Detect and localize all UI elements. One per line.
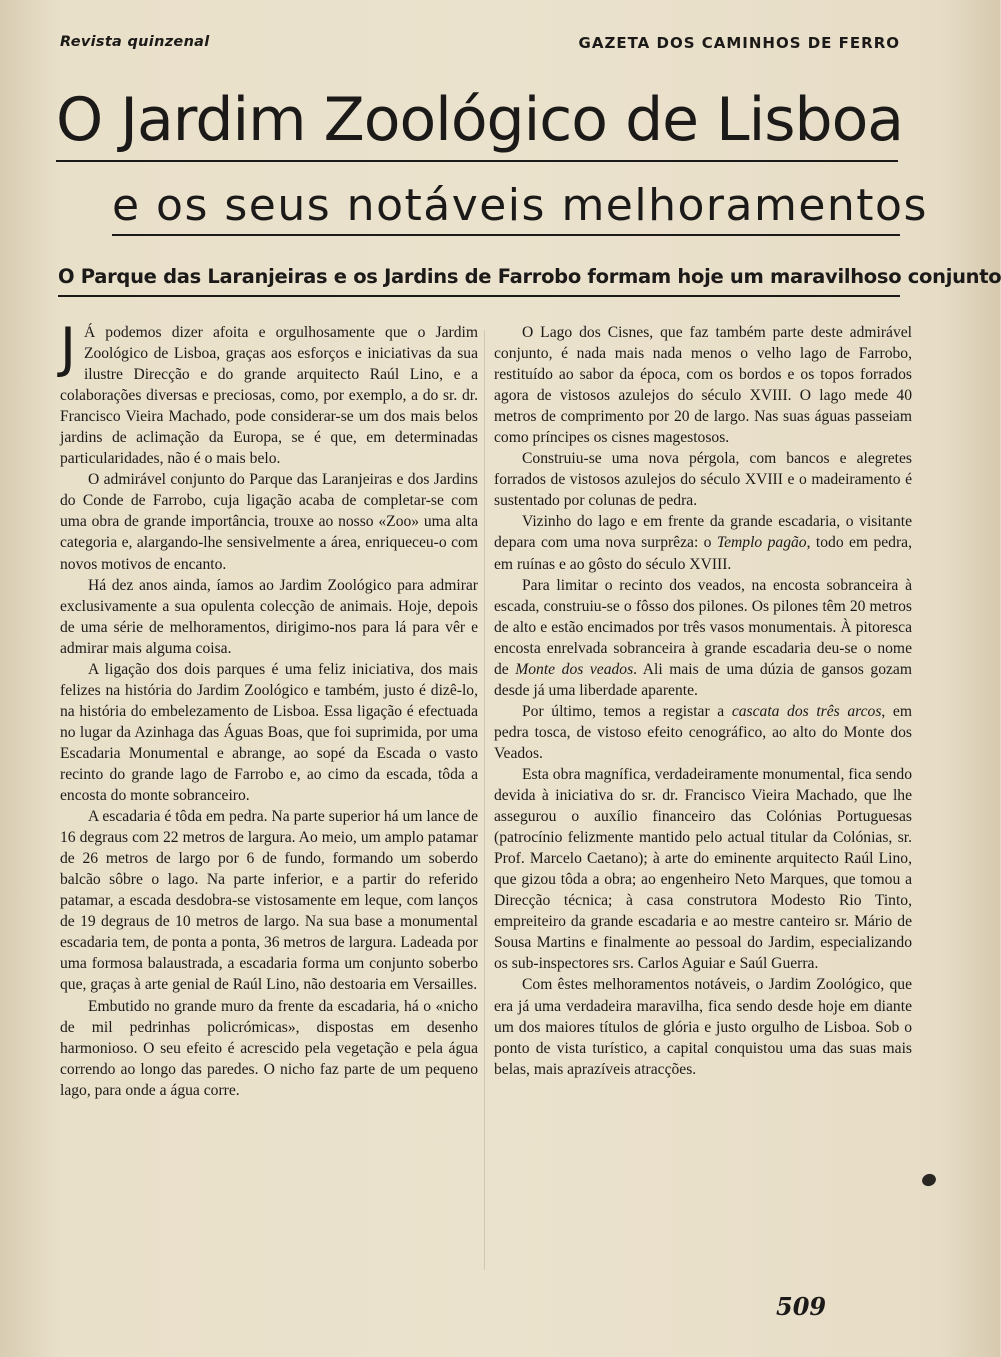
paragraph: Construiu-se uma nova pérgola, com bancos e alegretes forrados de vistosos azulejos do século XVIII e o madeiramento é sustentado por colunas de pedra. (494, 450, 912, 510)
article-deck: O Parque das Laranjeiras e os Jardins de Farrobo formam hoje um maravilhoso conjunto (58, 265, 1001, 288)
italic-term: Templo pagão (716, 534, 807, 552)
paragraph: A escadaria é tôda em pedra. Na parte superior há um lance de 16 degraus com 22 metros de largura. Ao meio, um amplo patamar de 26 metros de largo por 6 de fundo, formando um soberdo balcão sôbre o lago. Na parte inferior, e a partir do referido patamar, a escada desdobra-se vistosamente em leque, com lanços de 19 degraus de 10 metros de largo. Na sua base a monumental escadaria tem, de ponta a ponta, 36 metros de largura. Ladeada por uma formosa balaustrada, a escadaria forma um conjunto soberbo que, graças à arte genial de Raúl Lino, não destoaria em Versailles. (60, 808, 478, 994)
paragraph: Esta obra magnífica, verdadeiramente monumental, fica sendo devida à iniciativa do sr. dr. Francisco Vieira Machado, que lhe assegurou o auxílio financeiro das Colónias Portuguesas (patrocínio felizmente mantido pelo actual titular da Colónias, sr. Prof. Marcelo Caetano); à arte do eminente arquitecto Raúl Lino, que gizou tôda a obra; ao engenheiro Neto Marques, que tomou a Direcção técnica; à casa construtora Modesto Rio Tinto, empreiteiro da grande escadaria e ao mestre canteiro sr. Mário de Sousa Martins e finalmente ao pessoal do Jardim, especializando os sub-inspectores srs. Carlos Aguiar e Saúl Guerra. (494, 765, 912, 973)
running-header (60, 34, 900, 56)
paragraph: O Lago dos Cisnes, que faz também parte deste admirável conjunto, é nada mais nada menos o velho lago de Farrobo, restituído ao sabor da época, com os bordos e os topos forrados agora de vistosos azulejos do século XVIII. O lago mede 40 metros de comprimento por 20 de largo. Nas suas águas passeiam como príncipes os cisnes magestosos. (494, 324, 912, 447)
ink-smudge (920, 1172, 937, 1188)
italic-term: cascata dos três arcos (731, 702, 882, 720)
paragraph: Vizinho do lago e em frente da grande escadaria, o visitante depara com uma nova surprêza: o Templo pagão, todo em pedra, em ruínas e ao gôsto do século XVIII. (494, 513, 912, 573)
header-publication-name: GAZETA DOS CAMINHOS DE FERRO (578, 34, 900, 52)
italic-term: Monte dos veados (515, 660, 634, 678)
paragraph: Por último, temos a registar a cascata dos três arcos, em pedra tosca, de vistoso efeito cenográfico, ao alto do Monte dos Veados. (494, 702, 912, 762)
paragraph: A ligação dos dois parques é uma feliz iniciativa, dos mais felizes na história do Jardim Zoológico e também, justo é dizê-lo, na história do embelezamento de Lisboa. Essa ligação é efectuada no lugar da Azinhaga das Águas Boas, que foi suprimida, por uma Escadaria Monumental e abrange, ao sopé da Escada o vasto recinto do grande lago de Farrobo e, ao cimo da escada, tôda a encosta do monte sobranceiro. (60, 660, 478, 805)
title-rule (56, 160, 898, 162)
subtitle-rule (112, 234, 900, 236)
article-subtitle: e os seus notáveis melhoramentos (112, 180, 928, 231)
paragraph: Há dez anos ainda, íamos ao Jardim Zoológico para admirar exclusivamente a sua opulenta colecção de animais. Hoje, depois de uma série de melhoramentos, dirigimo-nos para lá para vêr e admirar mais alguma coisa. (60, 576, 478, 657)
article-title: O Jardim Zoológico de Lisboa (56, 85, 904, 155)
paragraph: Com êstes melhoramentos notáveis, o Jardim Zoológico, que era já uma verdadeira maravilha, fica sendo desde hoje em diante um dos maiores títulos de glória e justo orgulho de Lisboa. Sob o ponto de vista turístico, a capital conquistou uma das suas mais belas, mais aprazíveis atracções. (494, 976, 912, 1078)
article-column-right (494, 322, 912, 1080)
paragraph: Embutido no grande muro da frente da escadaria, há o «nicho de mil pedrinhas policrómicas», dispostas em desenho harmonioso. O seu efeito é acrescido pela vegetação e pela água correndo ao longo das paredes. O nicho faz parte de um pequeno lago, para onde a água corre. (60, 997, 478, 1099)
column-gutter (484, 330, 485, 1270)
paragraph: J Á podemos dizer afoita e orgulhosamente que o Jardim Zoológico de Lisboa, graças aos esforços e iniciativas da sua ilustre Direcção e do grande arquitecto Raúl Lino, e a colaborações diversas e preciosas, como, por exemplo, a do sr. dr. Francisco Vieira Machado, pode considerar-se um dos mais belos jardins de aclimação da Europa, se é que, em determinadas particularidades, não é o mais belo. (60, 316, 478, 468)
paragraph: O admirável conjunto do Parque das Laranjeiras e dos Jardins do Conde de Farrobo, cuja ligação acaba de completar-se com uma obra de grande importância, trouxe ao nosso «Zoo» uma alta categoria e, alargando-lhe sensivelmente a área, enriqueceu-o com novos motivos de encanto. (60, 471, 478, 573)
header-periodicity: Revista quinzenal (60, 34, 210, 50)
drop-cap: J (60, 316, 76, 379)
page-number: 509 (776, 1292, 827, 1321)
deck-rule (58, 295, 900, 297)
paragraph: Para limitar o recinto dos veados, na encosta sobranceira à escada, construiu-se o fôsso dos pilones. Os pilones têm 20 metros de alto e estão encimados por três vasos monumentais. À pitoresca encosta enrelvada sobranceira à grande escadaria deu-se o nome de Monte dos veados. Ali mais de uma dúzia de gansos gozam desde já uma liberdade aparente. (494, 576, 912, 699)
article-column-left (60, 316, 478, 1101)
